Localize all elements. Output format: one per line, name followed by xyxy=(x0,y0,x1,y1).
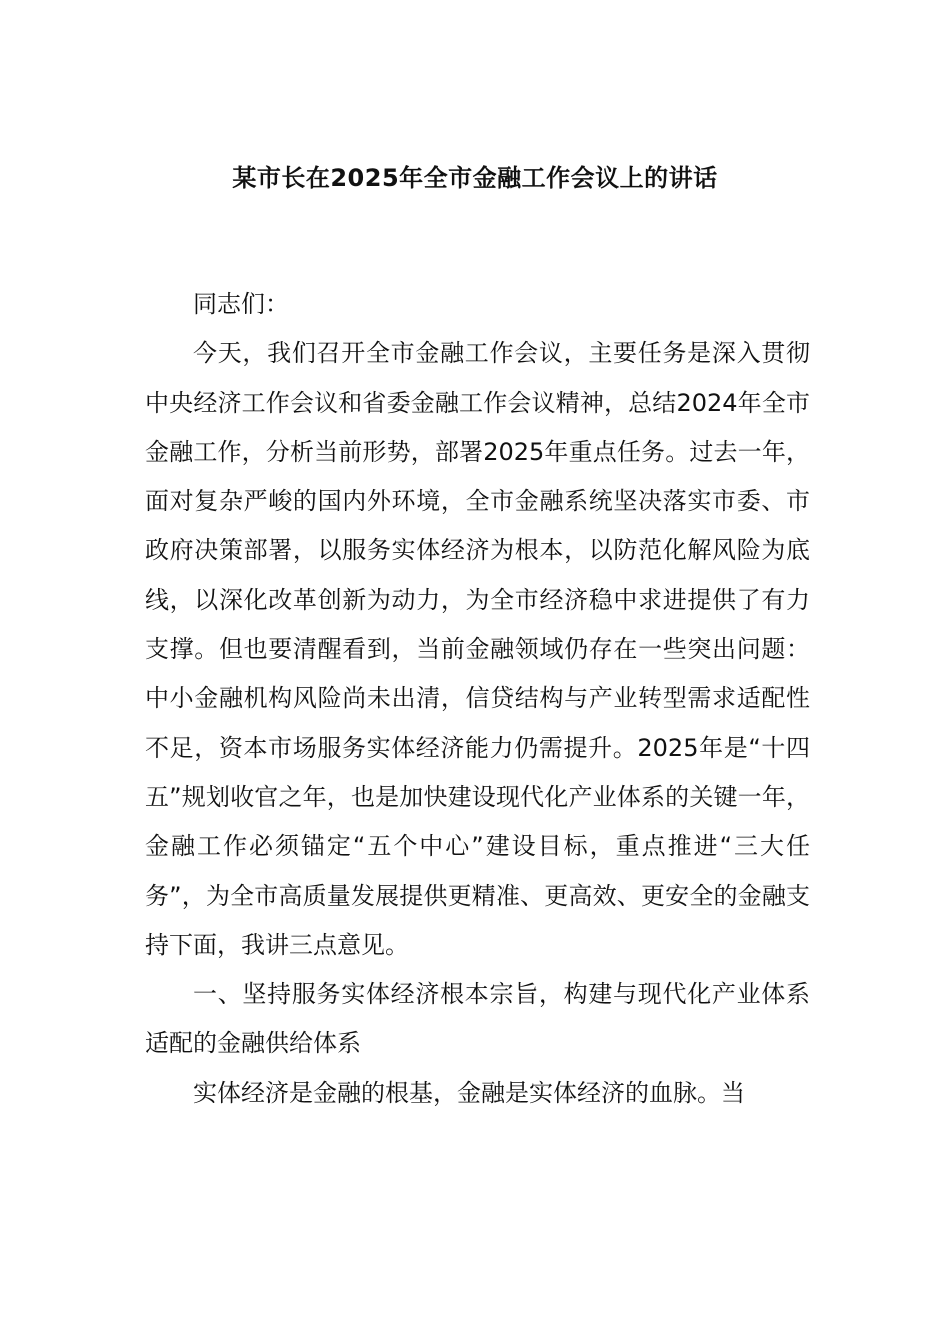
document-title: 某市长在2025年全市金融工作会议上的讲话 xyxy=(232,164,718,192)
intro-paragraph: 今天，我们召开全市金融工作会议，主要任务是深入贯彻中央经济工作会议和省委金融工作会议精神，总结2024年全市金融工作，分析当前形势，部署2025年重点任务。过去一年，面对复杂严峻的国内外环境，全市金融系统坚决落实市委、市政府决策部署，以服务实体经济为根本，以防范化解风险为底线，以深化改革创新为动力，为全市经济稳中求进提供了有力支撑。但也要清醒看到，当前金融领域仍存在一些突出问题：中小金融机构风险尚未出清，信贷结构与产业转型需求适配性不足，资本市场服务实体经济能力仍需提升。2025年是“十四五”规划收官之年，也是加快建设现代化产业体系的关键一年，金融工作必须锚定“五个中心”建设目标，重点推进“三大任务”，为全市高质量发展提供更精准、更高效、更安全的金融支持下面，我讲三点意见。 xyxy=(145,339,810,959)
document-body xyxy=(145,280,810,1118)
section-heading-1: 一、坚持服务实体经济根本宗旨，构建与现代化产业体系适配的金融供给体系 xyxy=(145,980,810,1058)
section-1-paragraph: 实体经济是金融的根基，金融是实体经济的血脉。当 xyxy=(193,1078,745,1107)
salutation-paragraph: 同志们： xyxy=(193,290,289,318)
